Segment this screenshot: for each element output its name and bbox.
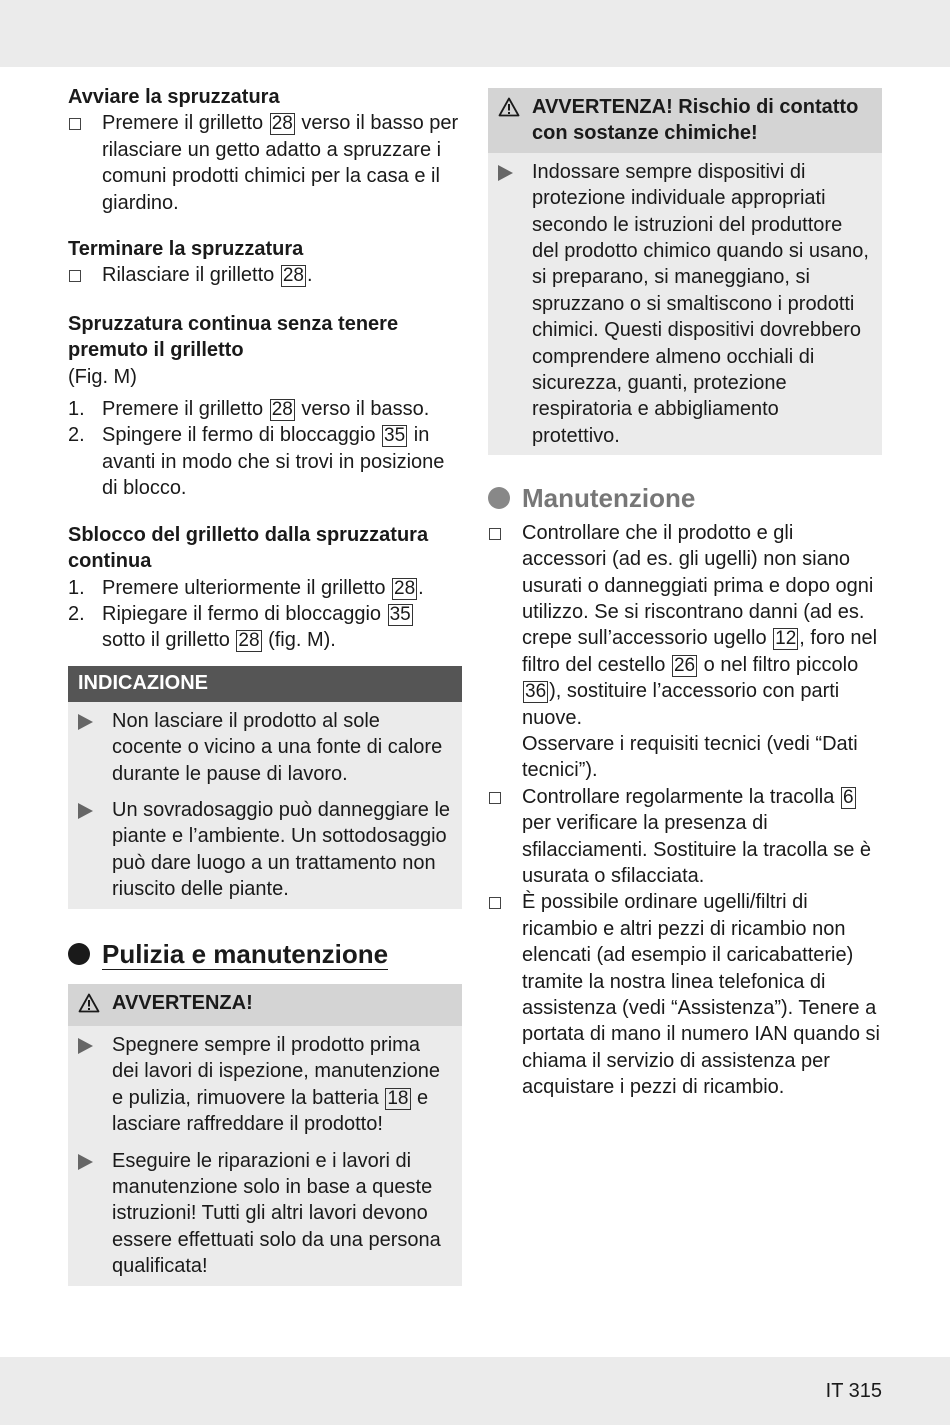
text: Spingere il fermo di bloccaggio <box>102 424 382 447</box>
text: . <box>418 576 424 599</box>
text: (fig. M). <box>262 629 336 652</box>
step-number: 1. <box>68 576 85 599</box>
checkbox-bullet-icon <box>68 110 102 138</box>
manutenzione-item-3 <box>488 889 882 1100</box>
continua-title: Spruzzatura continua senza tenere premuto il grilletto <box>68 312 399 362</box>
checkbox-bullet-icon <box>488 784 522 812</box>
text: Rilasciare il grilletto <box>102 264 280 287</box>
step-number: 2. <box>68 424 85 447</box>
ref-number: 28 <box>271 113 293 135</box>
indicazione-item-2 <box>78 797 452 903</box>
ref-number: 18 <box>387 1087 409 1109</box>
text: È possibile ordinare ugelli/filtri di ricambio e altri pezzi di ricambio non elencati (ad esempio il caricabatterie) tramite la nostra linea telefonica di assistenza (vedi “Assistenza”). Tenere a portata di mano il numero IAN quando si chiama il servizio di assistenza per acquistare i pezzi di ricambio. <box>522 891 880 1099</box>
warning-triangle-icon <box>78 990 112 1020</box>
text: Premere ulteriormente il grilletto <box>102 576 391 599</box>
text: per verificare la presenza di sfilacciamenti. Sostituire la tracolla se è usurata o sfilacciata. <box>522 812 872 887</box>
text: Premere il grilletto <box>102 398 269 421</box>
page-number: IT 315 <box>825 1380 882 1402</box>
header-band <box>0 0 950 67</box>
text: . <box>306 264 313 287</box>
sblocco-step-2 <box>68 601 462 654</box>
text: e lasciare raffreddare il prodotto! <box>112 1086 429 1136</box>
text: Non lasciare il prodotto al sole cocente o vicino a una fonte di calore durante le pause di lavoro. <box>112 709 443 785</box>
text: Controllare che il prodotto e gli accessori (ad es. gli ugelli) non siano usurati o danneggiati prima e dopo ogni utilizzo. Se si riscontrano danni (ad es. crepe sull’accessorio ugello <box>522 521 874 650</box>
ref-number: 36 <box>525 681 547 703</box>
ref-number: 26 <box>673 654 696 676</box>
pulizia-warning-body <box>68 1026 462 1286</box>
warning-triangle-icon <box>498 94 532 124</box>
avviare-title: Avviare la spruzzatura <box>68 86 280 108</box>
checkbox-bullet-icon <box>68 262 102 290</box>
sblocco-step-1 <box>68 575 462 601</box>
step-number: 1. <box>68 398 85 421</box>
footer-band <box>0 1357 950 1425</box>
bullet-dot-icon <box>68 943 90 965</box>
pulizia-warning-header <box>68 984 462 1026</box>
chem-warning-header <box>488 88 882 153</box>
text: verso il basso per rilasciare un getto adatto a spruzzare i comuni prodotti chimici per la casa e il giardino. <box>102 112 459 214</box>
section-heading: Manutenzione <box>522 483 696 514</box>
step-number: 2. <box>68 602 85 625</box>
terminare-title: Terminare la spruzzatura <box>68 238 304 261</box>
text: Osservare i requisiti tecnici (vedi “Dati tecnici”). <box>522 732 858 782</box>
pulizia-item-2 <box>78 1148 452 1280</box>
avviare-item <box>68 110 462 216</box>
left-column <box>68 84 462 1286</box>
ref-number: 35 <box>384 425 406 447</box>
text: verso il basso. <box>295 398 430 421</box>
sblocco-title: Sblocco del grilletto dalla spruzzatura continua <box>68 523 429 573</box>
manutenzione-section-title <box>488 483 882 514</box>
text: Controllare regolarmente la tracolla <box>522 785 840 808</box>
ref-number: 28 <box>238 630 260 652</box>
triangle-bullet-icon <box>78 708 112 730</box>
pulizia-item-1 <box>78 1032 452 1138</box>
manutenzione-item-2 <box>488 784 882 890</box>
terminare-item <box>68 262 462 290</box>
ref-number: 6 <box>842 786 854 808</box>
text: , foro nel filtro del cestello <box>522 627 878 676</box>
triangle-bullet-icon <box>498 159 532 181</box>
text: Premere il grilletto <box>102 112 269 135</box>
text: in avanti in modo che si trovi in posizione di blocco. <box>102 424 445 500</box>
ref-number: 28 <box>394 577 416 599</box>
continua-step-2 <box>68 422 462 501</box>
text: Eseguire le riparazioni e i lavori di manutenzione solo in base a queste istruzioni! Tutti gli altri lavori devono essere effettuati solo da una persona qualificata! <box>112 1149 441 1278</box>
triangle-bullet-icon <box>78 1032 112 1054</box>
pulizia-section-title <box>68 939 462 970</box>
section-heading: Pulizia e manutenzione <box>102 938 389 969</box>
indicazione-header: INDICAZIONE <box>68 666 462 702</box>
ref-number: 35 <box>389 603 411 625</box>
text: Ripiegare il fermo di bloccaggio <box>102 602 387 625</box>
indicazione-item-1 <box>78 708 452 787</box>
text: Indossare sempre dispositivi di protezione individuale appropriati secondo le istruzioni del produttore del prodotto chimico quando si usano, si preparano, si maneggiano, si spruzzano o si smaltiscono i prodotti chimici. Questi dispositivi dovrebbero comprendere almeno occhiali di sicurezza, guanti, protezione respiratoria e abbigliamento protettivo. <box>532 160 869 447</box>
manutenzione-item-1 <box>488 520 882 784</box>
right-column <box>488 88 882 1101</box>
text: o nel filtro piccolo <box>698 653 859 676</box>
indicazione-body <box>68 702 462 909</box>
continua-step-1 <box>68 396 462 422</box>
text: ), sostituire l’accessorio con parti nuove. <box>522 680 840 729</box>
continua-fig: (Fig. M) <box>68 365 137 388</box>
ref-number: 12 <box>775 628 797 650</box>
chem-warning-item <box>498 159 872 449</box>
ref-number: 28 <box>271 399 293 421</box>
chem-warning-body <box>488 153 882 455</box>
text: Un sovradosaggio può danneggiare le piante e l’ambiente. Un sottodosaggio può dare luogo a un trattamento non riuscito delle piante. <box>112 798 451 901</box>
checkbox-bullet-icon <box>488 889 522 917</box>
warning-title: AVVERTENZA! Rischio di contatto con sostanze chimiche! <box>532 96 859 145</box>
bullet-dot-icon <box>488 487 510 509</box>
triangle-bullet-icon <box>78 1148 112 1170</box>
triangle-bullet-icon <box>78 797 112 819</box>
text: sotto il grilletto <box>102 629 236 652</box>
checkbox-bullet-icon <box>488 520 522 548</box>
ref-number: 28 <box>282 265 304 287</box>
warning-title: AVVERTENZA! <box>112 991 253 1014</box>
text: Spegnere sempre il prodotto prima dei lavori di ispezione, manutenzione e pulizia, rimuovere la batteria <box>112 1033 440 1109</box>
